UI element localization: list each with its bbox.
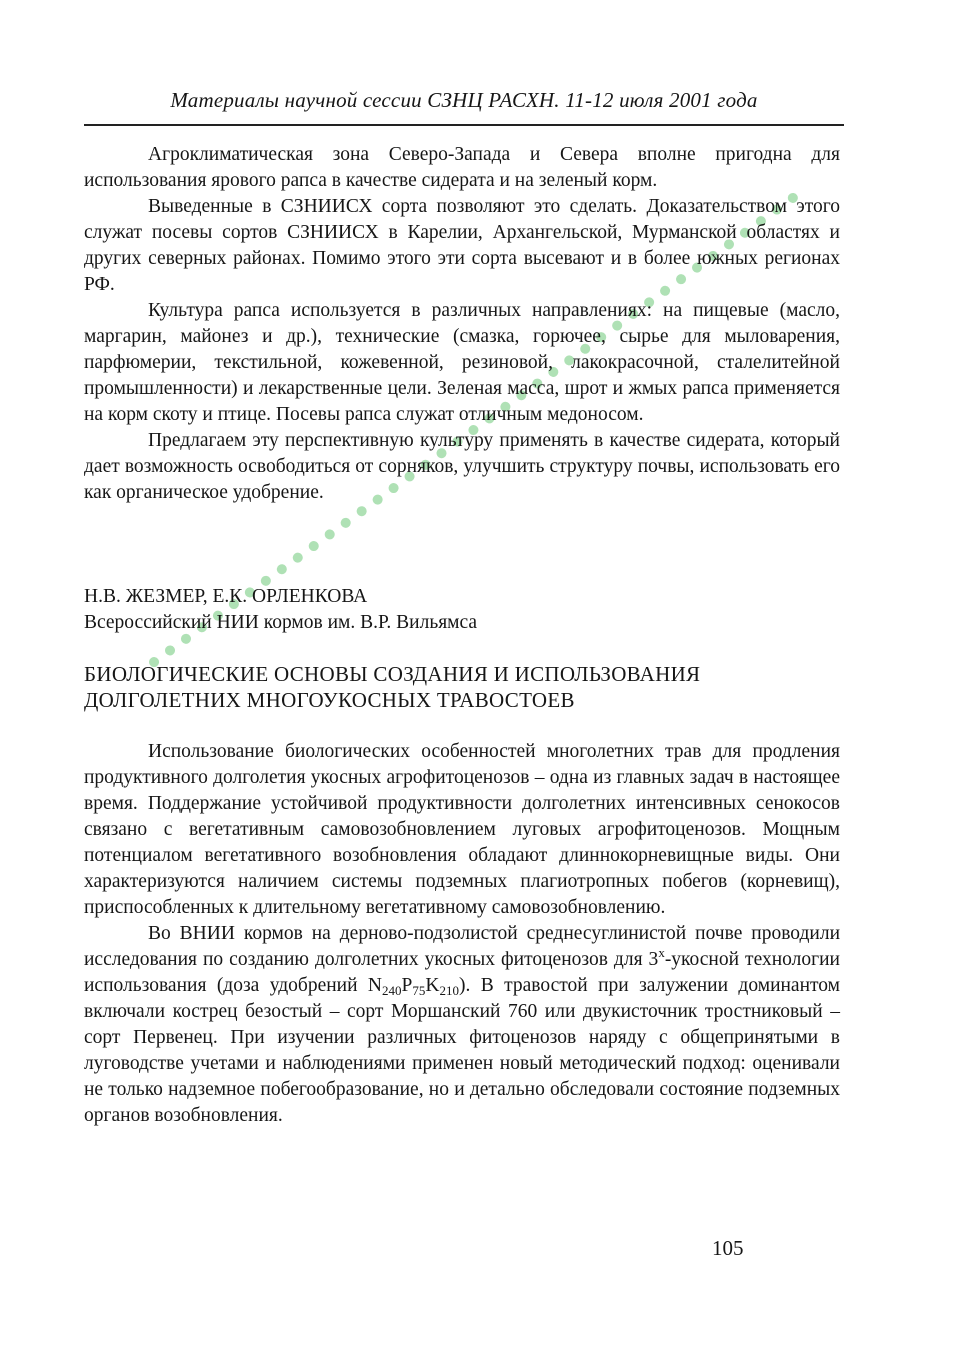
subscript: 210 xyxy=(439,983,459,998)
paragraph: Использование биологических особенностей многолетних трав для продления продуктивного долголетия укосных агрофитоценозов – одна из главных задач в настоящее время. Поддержание устойчивой продуктивности долголетних интенсивных сенокосов связано с вегетативным самовозобновлением луговых агрофитоценозов. Мощным потенциалом вегетативного возобновления обладают длиннокорневищные виды. Они характеризуются наличием системы подземных плагиотропных побегов (корневищ), приспособленных к длительному вегетативному самовозобновлению. xyxy=(84,741,840,918)
paragraph: Предлагаем эту перспективную культуру применять в качестве сидерата, который дает возможность освободиться от сорняков, улучшить структуру почвы, использовать его как органическое удобрение. xyxy=(84,430,840,503)
paragraph: Культура рапса используется в различных направлениях: на пищевые (масло, маргарин, майонез и др.), технические (смазка, горючее, сырье для мыловарения, парфюмерии, текстильной, кожевенной, резиновой, лакокрасочной, сталелитейной промышленности) и лекарственные цели. Зеленая масса, шрот и жмых рапса применяется на корм скоту и птице. Посевы рапса служат отличным медоносом. xyxy=(84,300,840,425)
article-title-line: БИОЛОГИЧЕСКИЕ ОСНОВЫ СОЗДАНИЯ И ИСПОЛЬЗОВАНИЯ xyxy=(84,662,701,686)
formula-letter: P xyxy=(401,975,413,996)
article-title xyxy=(84,661,840,713)
subscript: 240 xyxy=(382,983,402,998)
subscript: 75 xyxy=(412,983,426,998)
paragraph: Агроклиматическая зона Северо-Запада и Севера вполне пригодна для использования ярового рапса в качестве сидерата и на зеленый корм. xyxy=(84,144,840,191)
text-run: -укосной технологии использования (доза удобрений N xyxy=(84,949,840,996)
article-body xyxy=(84,739,840,1129)
formula-letter: K xyxy=(425,975,440,996)
paragraph-with-formula xyxy=(84,921,840,1129)
section-rapeseed xyxy=(84,142,840,506)
header-rule xyxy=(84,124,844,126)
article-heading xyxy=(84,584,840,636)
running-header: Материалы научной сессии СЗНЦ РАСХН. 11-12 июля 2001 года xyxy=(170,88,758,112)
page-number: 105 xyxy=(712,1236,744,1260)
article-authors: Н.В. ЖЕЗМЕР, Е.К. ОРЛЕНКОВА xyxy=(84,586,368,607)
paragraph: Выведенные в СЗНИИСХ сорта позволяют это сделать. Доказательством этого служат посевы сортов СЗНИИСХ в Карелии, Архангельской, Мурманской областях и других северных районах. Помимо этого эти сорта высевают и в более южных регионах РФ. xyxy=(84,196,840,295)
text-run: ). В травостой при залужении доминантом включали кострец безостый – сорт Моршанский 760 или двукисточник тростниковый – сорт Первенец. При изучении различных фитоценозов наряду с общепринятыми в луговодстве учетами и наблюдениями применен новый методический подход: оценивали не только надземное побегообразование, но и детально обследовали состояние подземных органов возобновления. xyxy=(84,975,841,1126)
article-affiliation: Всероссийский НИИ кормов им. В.Р. Вильямса xyxy=(84,612,478,633)
article-title-line: ДОЛГОЛЕТНИХ МНОГОУКОСНЫХ ТРАВОСТОЕВ xyxy=(84,688,575,712)
text-run: Во ВНИИ кормов на дерново-подзолистой среднесуглинистой почве проводили исследования по созданию долголетних укосных фитоценозов для 3 xyxy=(84,923,840,970)
superscript: х xyxy=(658,945,665,960)
